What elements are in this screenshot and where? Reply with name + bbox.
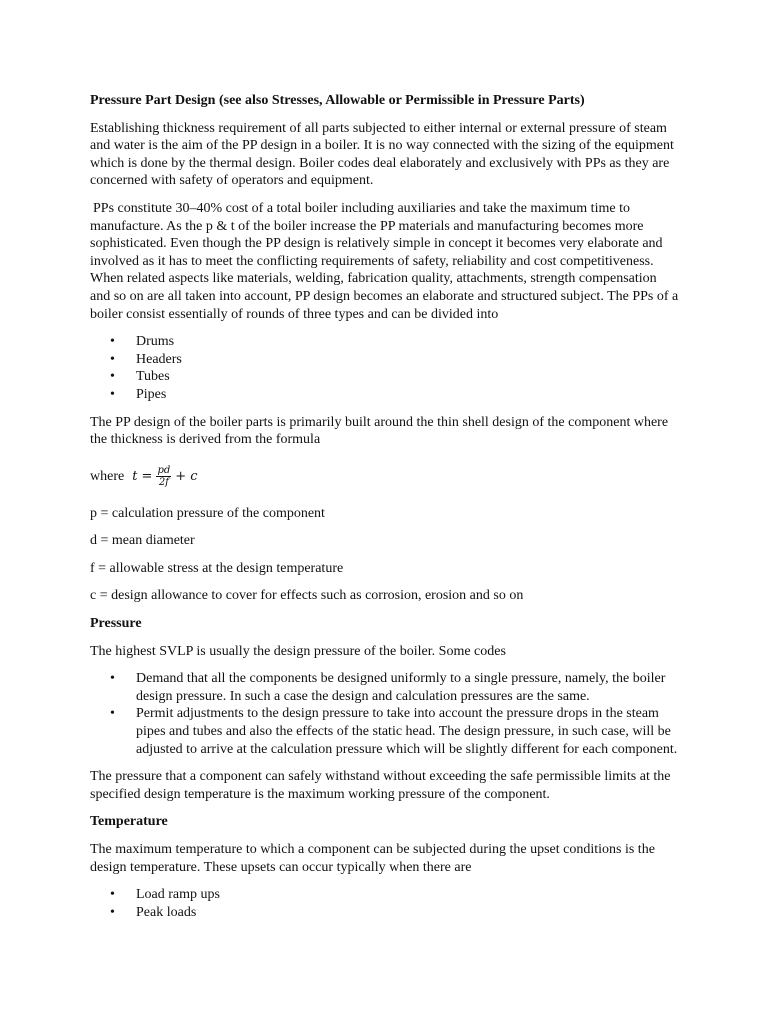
bullet-icon: •: [110, 887, 115, 903]
bullet-icon: •: [110, 706, 115, 722]
upset-conditions-list: [90, 886, 680, 921]
bullet-icon: •: [110, 904, 115, 920]
list-item: • Peak loads: [110, 904, 197, 920]
formula-lead: where: [90, 468, 125, 484]
pressure-codes-list: [90, 670, 680, 758]
bullet-icon: •: [110, 671, 115, 687]
paragraph-cost: PPs constitute 30–40% cost of a total boiler including auxiliaries and take the maximum time to manufacture. As the p & t of the boiler increase the PP materials and manufacturing becomes more sophisticated. Even though the PP design is relatively simple in concept it becomes very elaborate and involved as it has to meet the conflicting requirements of safety, reliability and cost competitiveness. When related aspects like materials, welding, fabrication quality, attachments, strength compensation and so on are all taken into account, PP design becomes an elaborate and structured subject. The PPs of a boiler consist essentially of rounds of three types and can be divided into: [90, 200, 679, 322]
list-item: • Drums: [110, 334, 175, 350]
definition-c: c = design allowance to cover for effects such as corrosion, erosion and so on: [90, 588, 524, 604]
list-item: • Pipes: [110, 386, 167, 402]
section-heading-pressure: Pressure: [90, 616, 142, 632]
paragraph-intro: Establishing thickness requirement of all parts subjected to either internal or external pressure of steam and water is the aim of the PP design in a boiler. It is no way connected with the sizing of the equipment which is done by the thermal design. Boiler codes deal elaborately and exclusively with PPs as they are concerned with safety of operators and equipment.: [90, 120, 674, 189]
list-item: • Permit adjustments to the design pressure to take into account the pressure drops in the steam pipes and tubes and also the effects of the static head. The design pressure, in such case, will be adjusted to arrive at the calculation pressure which will be slightly different for each component.: [110, 706, 678, 757]
list-item: • Load ramp ups: [110, 887, 220, 903]
formula-numerator: pd: [157, 465, 171, 477]
list-item: • Tubes: [110, 369, 170, 385]
definition-p: p = calculation pressure of the component: [90, 505, 325, 521]
paragraph-temperature-intro: The maximum temperature to which a component can be subjected during the upset conditions is the design temperature. These upsets can occur typically when there are: [90, 842, 655, 875]
section-heading-temperature: Temperature: [90, 814, 168, 830]
definition-f: f = allowable stress at the design temperature: [90, 560, 344, 576]
thickness-formula: [90, 458, 680, 496]
formula-denominator: 2f: [158, 477, 169, 489]
parts-list: [90, 333, 680, 403]
formula-rhs: + c: [175, 468, 198, 484]
formula-lhs: t =: [132, 468, 153, 484]
definition-d: d = mean diameter: [90, 533, 195, 549]
formula-expression: [132, 465, 197, 488]
bullet-icon: •: [110, 351, 115, 367]
bullet-icon: •: [110, 369, 115, 385]
list-item: • Headers: [110, 351, 182, 367]
formula-fraction: [156, 465, 171, 488]
paragraph-max-working-pressure: The pressure that a component can safely withstand without exceeding the safe permissible limits at the specified design temperature is the maximum working pressure of the component.: [90, 769, 671, 802]
bullet-icon: •: [110, 386, 115, 402]
document-title: Pressure Part Design (see also Stresses, Allowable or Permissible in Pressure Parts): [90, 93, 585, 108]
document-body: [90, 92, 680, 921]
paragraph-pressure-intro: The highest SVLP is usually the design pressure of the boiler. Some codes: [90, 643, 506, 659]
list-item: • Demand that all the components be designed uniformly to a single pressure, namely, the boiler design pressure. In such a case the design and calculation pressures are the same.: [110, 671, 666, 704]
paragraph-thin-shell: The PP design of the boiler parts is primarily built around the thin shell design of the component where the thickness is derived from the formula: [90, 414, 669, 448]
bullet-icon: •: [110, 334, 115, 350]
